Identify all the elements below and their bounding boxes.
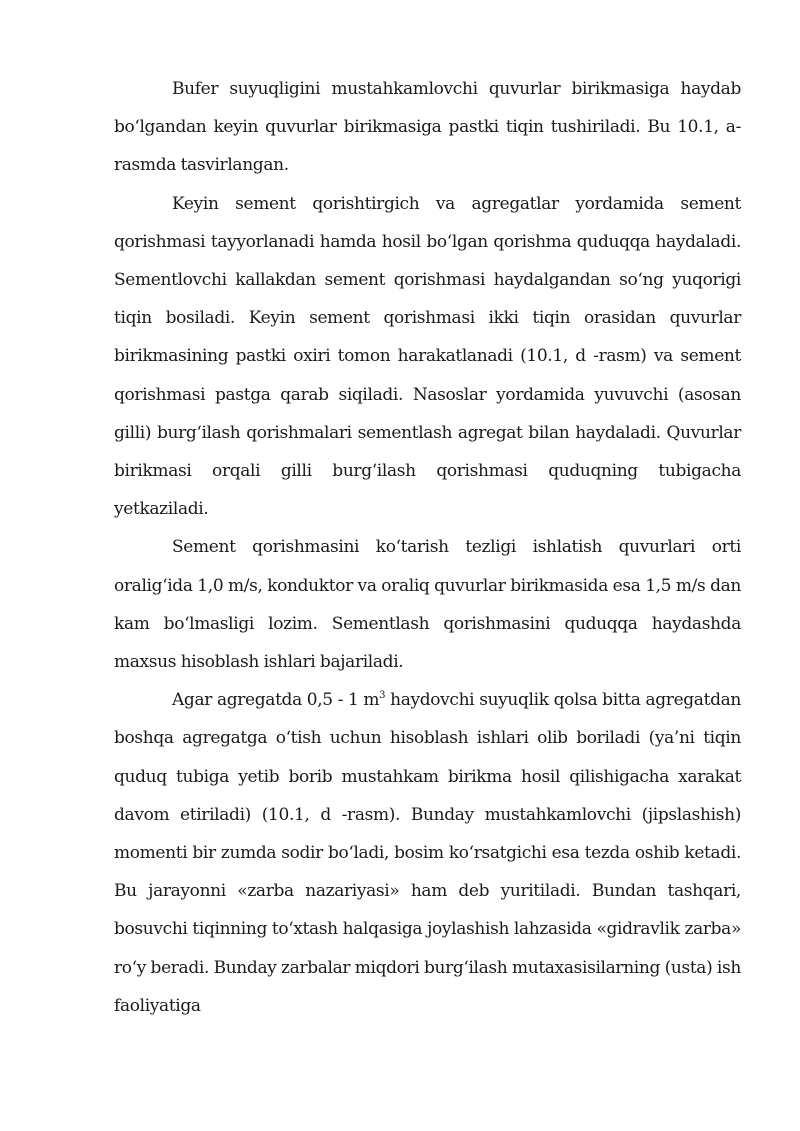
paragraph-2-text: Keyin sement qorishtirgich va agregatlar yordamida sement qorishmasi tayyorlanadi hamda hosil boʻlgan qorishma quduqqa haydaladi. Sementlovchi kallakdan sement qorishmasi haydalgandan soʻng yuqorigi tiqin bosiladi. Keyin sement qorishmasi ikki tiqin orasidan quvurlar birikmasining pastki oxiri tomon harakatlanadi (10.1, d -rasm) va sement qorishmasi pastga qarab siqiladi. Nasoslar yordamida yuvuvchi (asosan gilli) burgʻilash qorishmalari sementlash agregat bilan haydaladi. Quvurlar birikmasi orqali gilli burgʻilash qorishmasi quduqning tubigacha yetkaziladi. bbox=[114, 193, 741, 520]
paragraph-2 bbox=[114, 185, 741, 529]
paragraph-3-text: Sement qorishmasini koʻtarish tezligi ishlatish quvurlari orti oraligʻida 1,0 m/s, konduktor va oraliq quvurlar birikmasida esa 1,5 m/s dan kam boʻlmasligi lozim. Sementlash qorishmasini quduqqa haydashda maxsus hisoblash ishlari bajariladi. bbox=[114, 537, 741, 673]
paragraph-4-text-before: Agar agregatda 0,5 - 1 m bbox=[172, 690, 380, 711]
paragraph-4-text-after: haydovchi suyuqlik qolsa bitta agregatdan boshqa agregatga oʻtish uchun hisoblash ishlari olib boriladi (ya’ni tiqin quduq tubiga yetib borib mustahkam birikma hosil qilishigacha xarakat davom etiriladi) (10.1, d -rasm). Bunday mustahkamlovchi (jipslashish) momenti bir zumda sodir boʻladi, bosim koʻrsatgichi esa tezda oshib ketadi. Bu jarayonni «zarba nazariyasi» ham deb yuritiladi. Bundan tashqari, bosuvchi tiqinning toʻxtash halqasiga joylashish lahzasida «gidravlik zarba» roʻy beradi. Bunday zarbalar miqdori burgʻilash mutaxasisilarning (usta) ish faoliyatiga bbox=[114, 690, 741, 1016]
paragraph-1 bbox=[114, 70, 741, 185]
cubic-superscript: 3 bbox=[379, 690, 386, 702]
paragraph-3 bbox=[114, 528, 741, 681]
paragraph-4 bbox=[114, 681, 741, 1025]
document-page bbox=[114, 70, 741, 1025]
paragraph-1-text: Bufer suyuqligini mustahkamlovchi quvurlar birikmasiga haydab boʻlgandan keyin quvurlar birikmasiga pastki tiqin tushiriladi. Bu 10.1, a-rasmda tasvirlangan. bbox=[114, 79, 741, 176]
